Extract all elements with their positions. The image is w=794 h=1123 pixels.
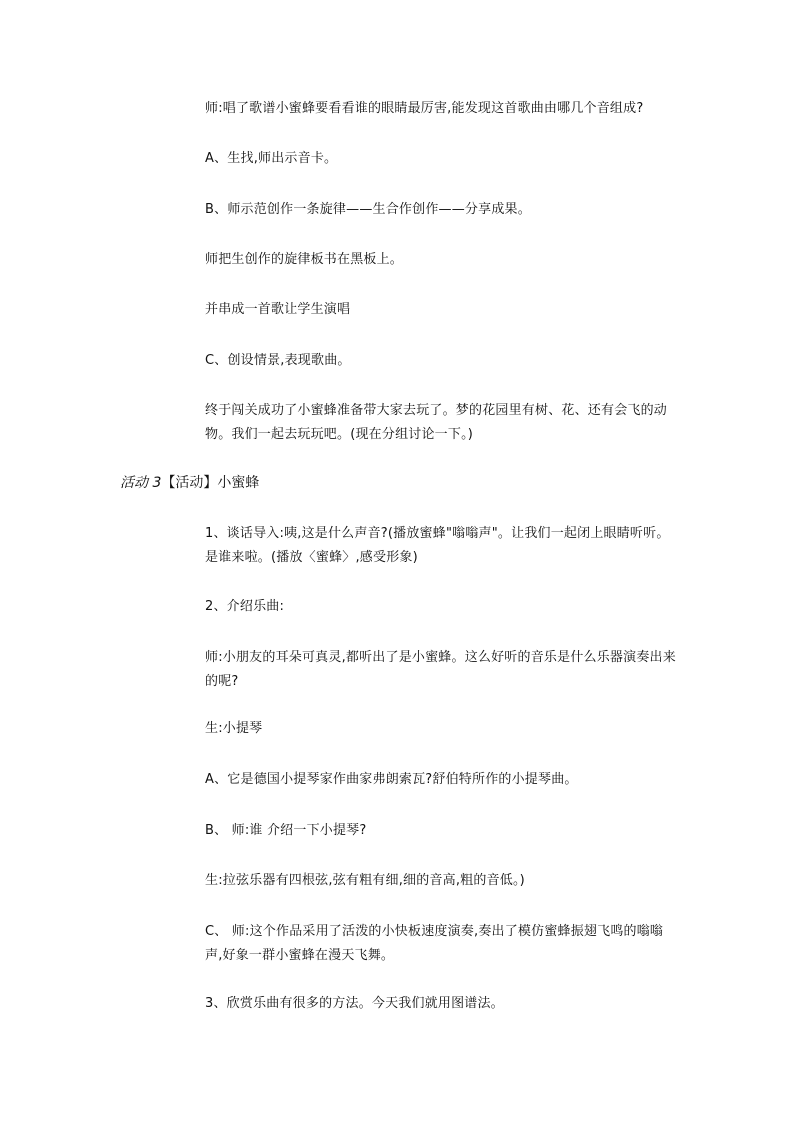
paragraph-board-writing: 师把生创作的旋律板书在黑板上。 xyxy=(205,252,404,267)
paragraph-student-violin: 生:小提琴 xyxy=(205,721,263,736)
section-heading-activity-3 xyxy=(120,471,259,495)
paragraph-sing-song: 并串成一首歌让学生演唱 xyxy=(205,302,351,317)
paragraph-intro-talk: 1、谈话导入:咦,这是什么声音?(播放蜜蜂"嗡嗡声"。让我们一起闭上眼睛听听。是谁来啦。(播放〈蜜蜂〉,感受形象) xyxy=(205,526,670,565)
paragraph-c-allegretto: C、 师:这个作品采用了活泼的小快板速度演奏,奏出了模仿蜜蜂振翅飞鸣的嗡嗡声,好象一群小蜜蜂在漫天飞舞。 xyxy=(205,924,664,963)
paragraph-b-introduce-violin: B、 师:谁 介绍一下小提琴? xyxy=(205,823,367,838)
paragraph-c-scenario: C、创设情景,表现歌曲。 xyxy=(205,353,351,368)
paragraph-graph-method: 3、欣赏乐曲有很多的方法。今天我们就用图谱法。 xyxy=(205,996,504,1011)
paragraph-garden-story: 终于闯关成功了小蜜蜂准备带大家去玩了。梦的花园里有树、花、还有会飞的动物。我们一起去玩玩吧。(现在分组讨论一下。) xyxy=(205,403,668,442)
paragraph-a-find-notes: A、生找,师出示音卡。 xyxy=(205,151,338,166)
paragraph-b-demo-creation: B、师示范创作一条旋律——生合作创作——分享成果。 xyxy=(205,202,531,217)
activity-title: 【活动】小蜜蜂 xyxy=(161,475,260,491)
activity-number: 活动 3 xyxy=(120,475,162,491)
paragraph-student-strings: 生:拉弦乐器有四根弦,弦有粗有细,细的音高,粗的音低。) xyxy=(205,873,525,888)
paragraph-teacher-question: 师:唱了歌谱小蜜蜂要看看谁的眼睛最厉害,能发现这首歌曲由哪几个音组成? xyxy=(205,101,644,116)
paragraph-a-composer: A、它是德国小提琴家作曲家弗朗索瓦?舒伯特所作的小提琴曲。 xyxy=(205,772,578,787)
paragraph-teacher-instrument-question: 师:小朋友的耳朵可真灵,都听出了是小蜜蜂。这么好听的音乐是什么乐器演奏出来的呢? xyxy=(205,650,676,689)
paragraph-introduce-music: 2、介绍乐曲: xyxy=(205,599,285,614)
